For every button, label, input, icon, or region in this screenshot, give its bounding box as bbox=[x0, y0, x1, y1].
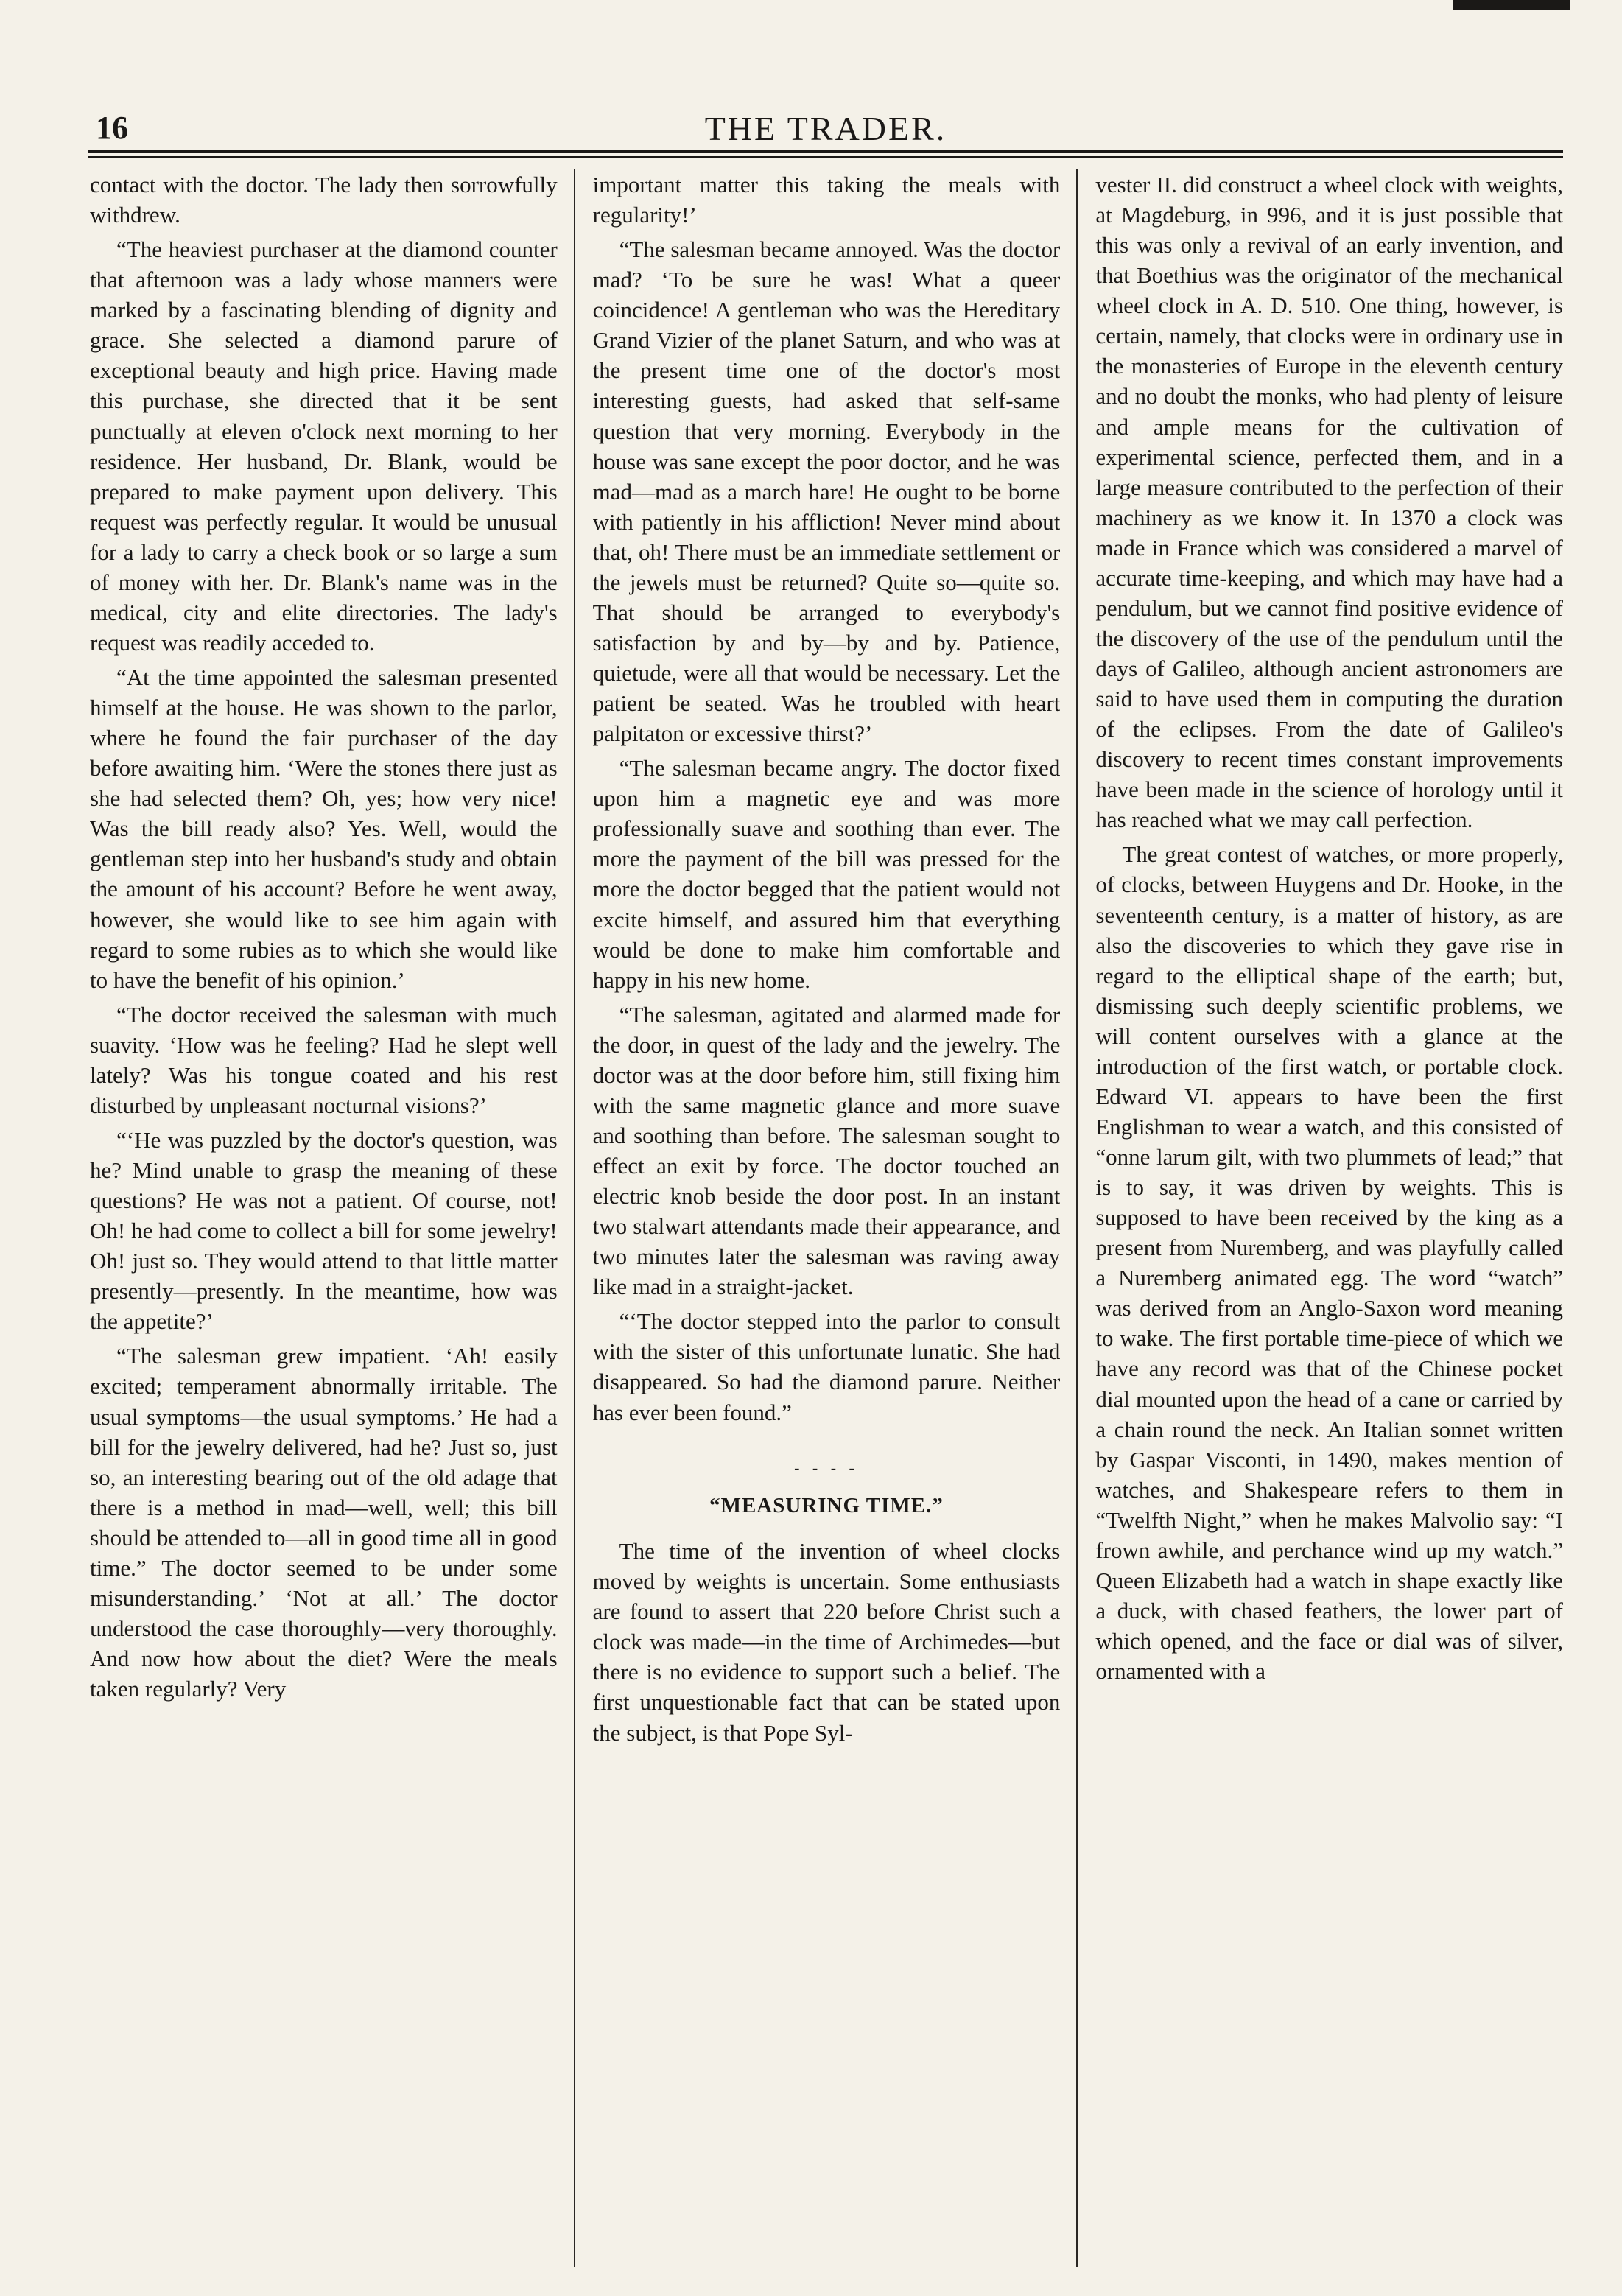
paragraph: “The salesman became annoyed. Was the doctor mad? ‘To be sure he was! What a queer coincidence! A gentleman who was the Hereditary Grand Vizier of the planet Saturn, and who was at the present time one of the doctor's most interesting guests, had asked that self-same question that very morning. Everybody in the house was sane except the poor doctor, and he was mad—mad as a march hare! He ought to be borne with patiently in his affliction! Never mind about that, oh! There must be an immediate settlement or the jewels must be returned? Quite so—quite so. That should be arranged to everybody's satisfaction by and by—by and by. Patience, quietude, were all that would be necessary. Let the patient be seated. Was he troubled with heart palpitaton or excessive thirst?’ bbox=[592, 236, 1061, 747]
paragraph: “The doctor received the salesman with much suavity. ‘How was he feeling? Had he slept well lately? Was his tongue coated and his rest disturbed by unpleasant nocturnal visions?’ bbox=[90, 1001, 558, 1118]
page-header bbox=[96, 109, 1556, 153]
section-title: “MEASURING TIME.” bbox=[709, 1493, 944, 1517]
paragraph: “‘The doctor stepped into the parlor to consult with the sister of this unfortunate lunatic. She had disappeared. So had the diamond parure. Neither has ever been found.” bbox=[592, 1308, 1061, 1425]
paragraph: contact with the doctor. The lady then sorrowfully withdrew. bbox=[90, 172, 558, 228]
section-separator: - - - - bbox=[794, 1458, 859, 1477]
column-divider bbox=[1076, 169, 1078, 2267]
scan-edge-mark bbox=[1453, 0, 1570, 10]
paragraph: The great contest of watches, or more properly, of clocks, between Huygens and Dr. Hooke, in the seventeenth century, is a matter of history, as are also the discoveries to which they gave rise in regard to the elliptical shape of the earth; but, dismissing such deeply scientific problems, we will content ourselves with a glance at the introduction of the first watch, or portable clock. Edward VI. appears to have been the first Englishman to wear a watch, and this consisted of “onne larum gilt, with two plummets of lead;” that is to say, it was driven by weights. This is supposed to have been received by the king as a present from Nuremberg, and was playfully called a Nuremberg animated egg. The word “watch” was derived from an Anglo-Saxon word meaning to wake. The first portable time-piece of which we have any record was that of the Chinese pocket dial mounted upon the head of a cane or carried by a chain round the neck. An Italian sonnet written by Gaspar Visconti, in 1490, makes mention of watches, and Shakespeare refers to them in “Twelfth Night,” when he makes Malvolio say: “I frown awhile, and perchance wind up my watch.” Queen Elizabeth had a watch in shape exactly like a duck, with chased feathers, the lower part of which opened, and the face or dial was of silver, ornamented with a bbox=[1095, 841, 1563, 1685]
paragraph: vester II. did construct a wheel clock with weights, at Magdeburg, in 996, and it is just possible that this was only a revival of an early invention, and that Boethius was the originator of the mechanical wheel clock in A. D. 510. One thing, however, is certain, namely, that clocks were in ordinary use in the monasteries of Europe in the eleventh century and no doubt the monks, who had plenty of leisure and ample means for the cultivation of experimental science, perfected them, and in a large measure contributed to the perfection of their machinery as we know it. In 1370 a clock was made in France which was considered a marvel of accurate time-keeping, and which may have had a pendulum, but we cannot find positive evidence of the discovery of the use of the pendulum until the days of Galileo, although ancient astronomers are said to have used them in computing the duration of the eclipses. From the date of Galileo's discovery to recent times constant improvements have been made in the science of horology until it has reached what we may call perfection. bbox=[1095, 172, 1563, 833]
paragraph: important matter this taking the meals with regularity!’ bbox=[592, 172, 1061, 228]
page-number: 16 bbox=[96, 110, 128, 146]
masthead-title: THE TRADER. bbox=[704, 110, 947, 147]
paragraph: The time of the invention of wheel clocks moved by weights is uncertain. Some enthusiasts are found to assert that 220 before Christ such a clock was made—in the time of Archimedes—but there is no evidence to support such a belief. The first unquestionable fact that can be stated upon the subject, is that Pope Syl- bbox=[592, 1538, 1061, 1746]
column-3 bbox=[1095, 169, 1563, 2267]
column-divider bbox=[574, 169, 575, 2267]
paragraph: “The salesman, agitated and alarmed made for the door, in quest of the lady and the jewelry. The doctor was at the door before him, still fixing him with the same magnetic glance and more suave and soothing than before. The salesman sought to effect an exit by force. The doctor touched an electric knob beside the door post. In an instant two stalwart attendants made their appearance, and two minutes later the salesman was raving away like mad in a straight-jacket. bbox=[592, 1001, 1061, 1300]
paragraph: “The salesman grew impatient. ‘Ah! easily excited; temperament abnormally irritable. The usual symptoms—the usual symptoms.’ He had a bill for the jewelry delivered, had he? Just so, just so, an interesting bearing out of the old adage that there is a method in mad—well, well; this bill should be attended to—all in good time all in good time.” The doctor seemed to be under some misunderstanding.’ ‘Not at all.’ The doctor understood the case thoroughly—very thoroughly. And now how about the diet? Were the meals taken regularly? Very bbox=[90, 1343, 558, 1702]
header-rule-thin bbox=[88, 156, 1563, 158]
paragraph: “The heaviest purchaser at the diamond counter that afternoon was a lady whose manners were marked by a fascinating blending of dignity and grace. She selected a diamond parure of exceptional beauty and high price. Having made this purchase, she directed that it be sent punctually at eleven o'clock next morning to her residence. Her husband, Dr. Blank, would be prepared to make payment upon delivery. This request was perfectly regular. It would be unusual for a lady to carry a check book or so large a sum of money with her. Dr. Blank's name was in the medical, city and elite directories. The lady's request was readily acceded to. bbox=[90, 236, 558, 656]
article-columns bbox=[90, 169, 1563, 2267]
paragraph: “‘He was puzzled by the doctor's question, was he? Mind unable to grasp the meaning of these questions? He was not a patient. Of course, not! Oh! he had come to collect a bill for some jewelry! Oh! just so. They would attend to that little matter presently—presently. In the meantime, how was the appetite?’ bbox=[90, 1126, 558, 1335]
column-1 bbox=[90, 169, 558, 2267]
header-rule bbox=[88, 150, 1563, 153]
paragraph: “The salesman became angry. The doctor fixed upon him a magnetic eye and was more professionally suave and soothing than ever. The more the payment of the bill was pressed for the more the doctor begged that the patient would not excite himself, and assured him that everything would be done to make him comfortable and happy in his new home. bbox=[592, 755, 1061, 993]
paragraph: “At the time appointed the salesman presented himself at the house. He was shown to the parlor, where he found the fair purchaser of the day before awaiting him. ‘Were the stones there just as she had selected them? Oh, yes; how very nice! Was the bill ready also? Yes. Well, would the gentleman step into her husband's study and obtain the amount of his account? Before he went away, however, she would like to see him again with regard to some rubies as to which she would like to have the benefit of his opinion.’ bbox=[90, 664, 558, 993]
column-2 bbox=[593, 169, 1061, 2267]
